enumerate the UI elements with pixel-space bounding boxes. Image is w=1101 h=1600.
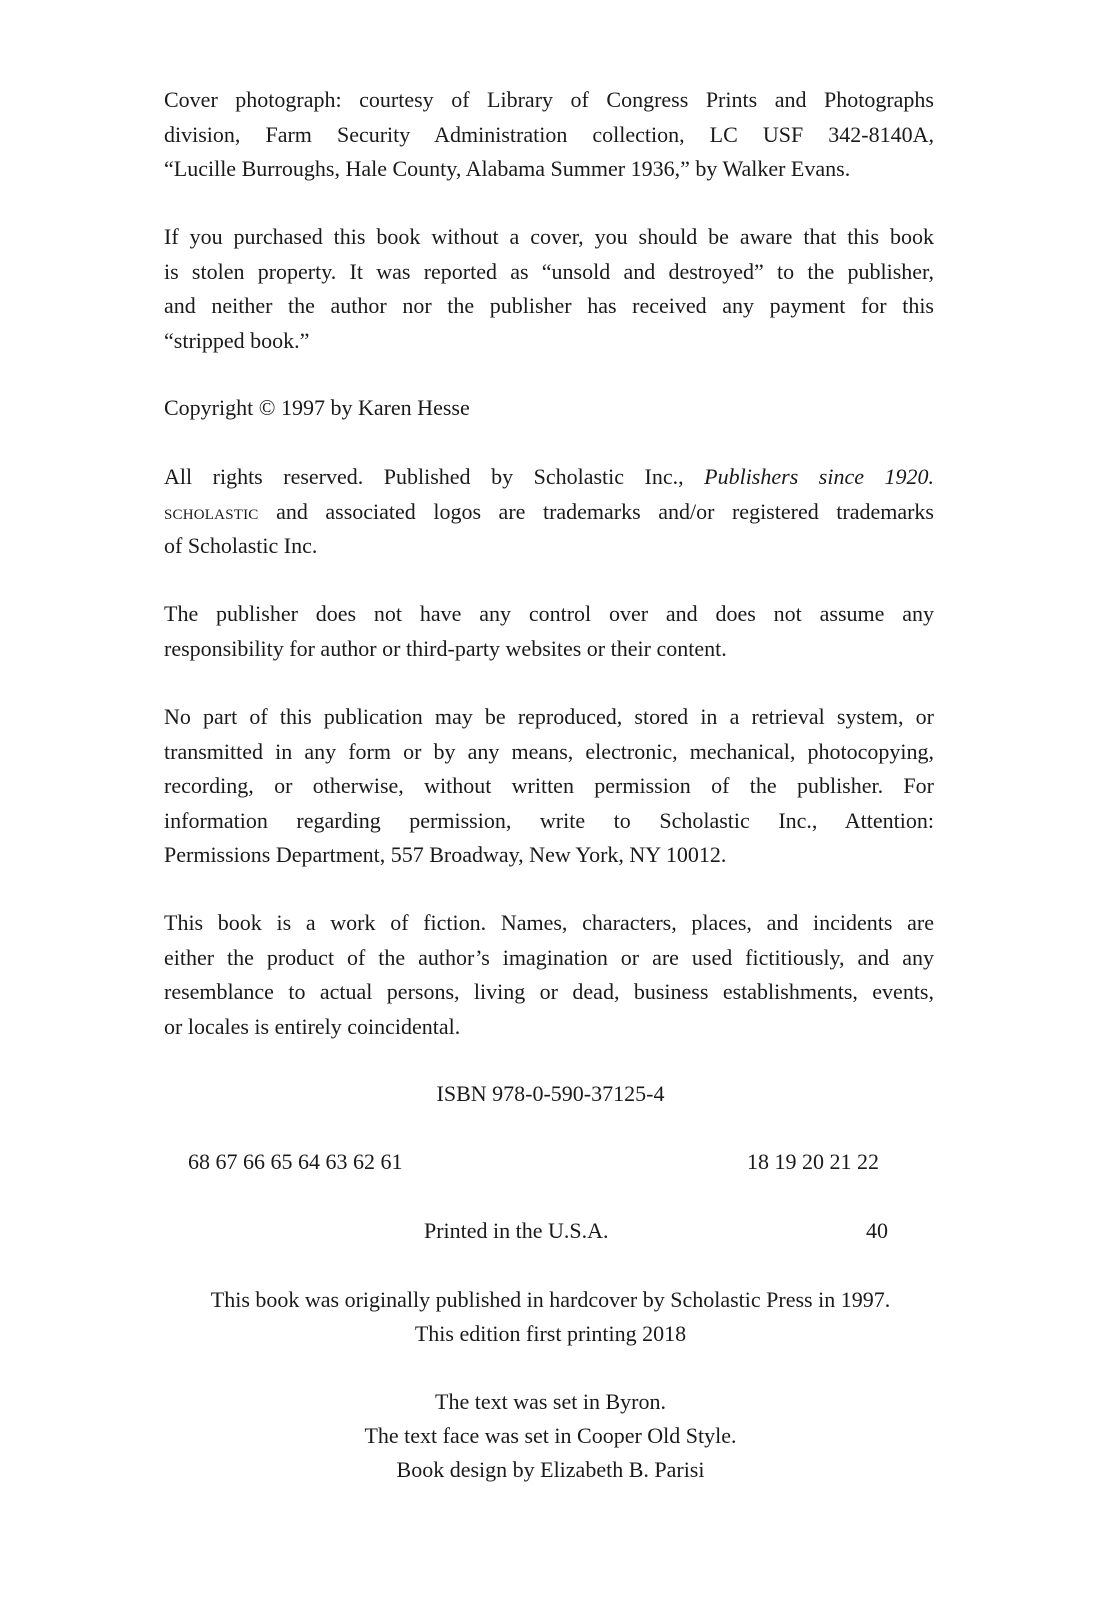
reproduction-notice-line: information regarding permission, write to Scholastic Inc., Attention: — [164, 807, 934, 833]
rights-paragraph — [164, 460, 934, 564]
reproduction-notice-line: recording, or otherwise, without written permission of the publisher. For — [164, 773, 934, 798]
scholastic-trademark: scholastic — [164, 498, 259, 524]
fiction-notice-line: either the product of the author’s imagination or are used fictitiously, and any — [164, 944, 934, 970]
copyright-line — [164, 391, 934, 426]
stripped-notice-line: is stolen property. It was reported as “unsold and destroyed” to the publisher, — [164, 258, 934, 284]
printer-code: 40 — [866, 1218, 888, 1243]
fiction-notice-line: This book is a work of fiction. Names, characters, places, and incidents are — [164, 910, 934, 935]
printed-in-usa: Printed in the U.S.A. — [424, 1218, 609, 1243]
typeset-credit: The text was set in Byron. — [435, 1389, 666, 1414]
edition-first-printing: This edition first printing 2018 — [414, 1321, 687, 1346]
isbn: ISBN 978-0-590-37125-4 — [436, 1081, 665, 1106]
rights-published-by: All rights reserved. Published by Scholastic Inc., — [164, 464, 705, 489]
websites-notice — [164, 597, 934, 666]
stripped-notice-line: If you purchased this book without a cover, you should be aware that this book — [164, 224, 934, 249]
printing-numbers-right: 18 19 20 21 22 — [747, 1149, 879, 1174]
rights-line-3: of Scholastic Inc. — [164, 533, 318, 558]
trademark-text: and associated logos are trademarks and/or registered trademarks — [258, 498, 934, 524]
reproduction-notice-line: Permissions Department, 557 Broadway, New York, NY 10012. — [164, 842, 727, 867]
websites-notice-line: The publisher does not have any control over and does not assume any — [164, 601, 934, 626]
websites-notice-line: responsibility for author or third-party websites or their content. — [164, 635, 727, 661]
stripped-book-notice — [164, 220, 934, 358]
fiction-notice-line: or locales is entirely coincidental. — [164, 1013, 461, 1039]
text-face-credit: The text face was set in Cooper Old Style. — [364, 1423, 737, 1448]
cover-credit-line: division, Farm Security Administration collection, LC USF 342-8140A, — [164, 121, 934, 147]
copyright-text: Copyright © 1997 by Karen Hesse — [164, 395, 470, 420]
reproduction-notice-line: transmitted in any form or by any means, electronic, mechanical, photocopying, — [164, 738, 934, 764]
edition-original: This book was originally published in hardcover by Scholastic Press in 1997. — [210, 1287, 891, 1312]
reproduction-notice-line: No part of this publication may be reproduced, stored in a retrieval system, or — [164, 704, 934, 729]
fiction-notice-line: resemblance to actual persons, living or dead, business establishments, events, — [164, 979, 934, 1004]
stripped-notice-line: “stripped book.” — [164, 327, 310, 353]
fiction-notice — [164, 906, 934, 1044]
cover-credit-paragraph — [164, 83, 934, 187]
cover-credit-line: Cover photograph: courtesy of Library of Congress Prints and Photographs — [164, 87, 934, 112]
stripped-notice-line: and neither the author nor the publisher has received any payment for this — [164, 293, 934, 318]
rights-line-2 — [164, 495, 934, 530]
publisher-since: Publishers since 1920. — [704, 464, 934, 489]
reproduction-notice — [164, 700, 934, 873]
cover-credit-line: “Lucille Burroughs, Hale County, Alabama Summer 1936,” by Walker Evans. — [164, 156, 851, 181]
rights-line-1 — [164, 460, 934, 495]
book-design-credit: Book design by Elizabeth B. Parisi — [396, 1457, 705, 1482]
printing-numbers-left: 68 67 66 65 64 63 62 61 — [188, 1149, 403, 1174]
